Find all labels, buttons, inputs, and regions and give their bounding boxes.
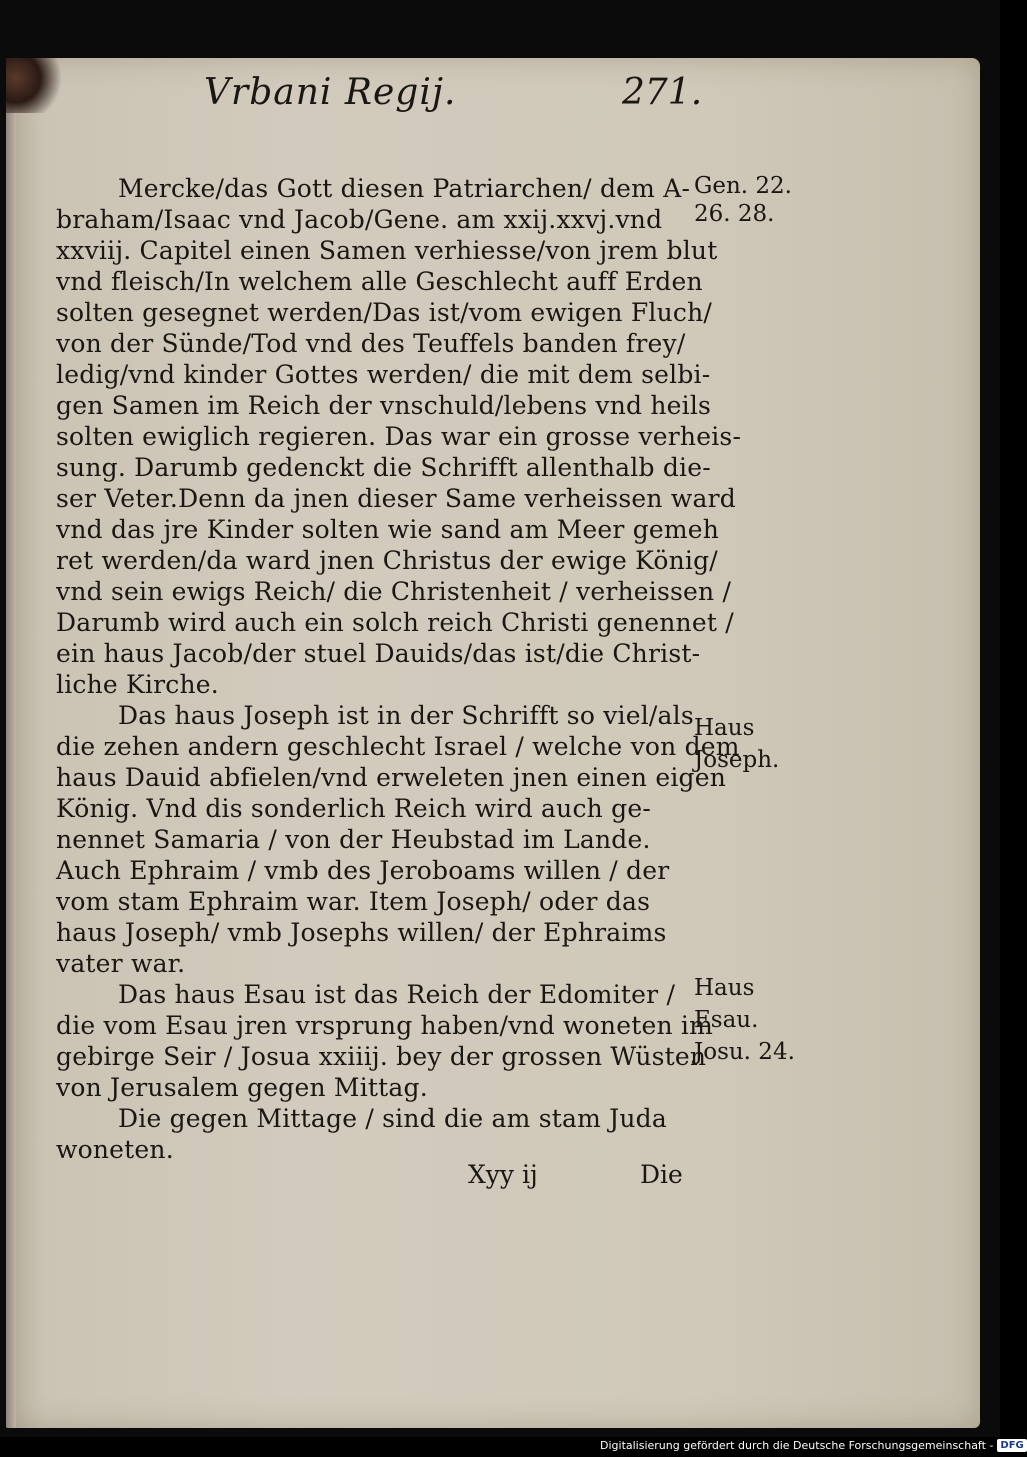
text-line: ein haus Jacob/der stuel Dauids/das ist/die Christ- — [56, 639, 701, 668]
margin-note: Josu. 24. — [694, 1039, 795, 1065]
margin-note: Joseph. — [694, 747, 780, 773]
dfg-logo: DFG — [997, 1439, 1026, 1452]
text-line: haus Dauid abfielen/vnd erweleten jnen einen eigen — [56, 763, 727, 792]
credit-text: Digitalisierung gefördert durch die Deutsche Forschungsgemeinschaft - — [600, 1438, 994, 1452]
margin-note: Esau. — [694, 1007, 759, 1033]
text-line: ser Veter.Denn da jnen dieser Same verheissen ward — [56, 484, 736, 513]
page-stain — [6, 58, 66, 113]
text-line: vnd das jre Kinder solten wie sand am Meer gemeh — [56, 515, 720, 544]
text-line: vnd fleisch/In welchem alle Geschlecht auff Erden — [56, 267, 703, 296]
text-line: die zehen andern geschlecht Israel / welche von dem — [56, 732, 740, 761]
running-title: Vrbani Regij. — [204, 72, 457, 113]
text-line: vom stam Ephraim war. Item Joseph/ oder das — [56, 887, 651, 916]
text-line: ledig/vnd kinder Gottes werden/ die mit dem selbi- — [56, 360, 711, 389]
margin-note: 26. 28. — [694, 201, 775, 227]
text-line: solten gesegnet werden/Das ist/vom ewigen Fluch/ — [56, 298, 712, 327]
page-header — [156, 68, 703, 118]
text-line: gen Samen im Reich der vnschuld/lebens vnd heils — [56, 391, 712, 420]
text-line: Darumb wird auch ein solch reich Christi genennet / — [56, 608, 734, 637]
text-line: braham/Isaac vnd Jacob/Gene. am xxij.xxvj.vnd — [56, 205, 663, 234]
margin-note: Gen. 22. — [694, 173, 792, 199]
text-line: vnd sein ewigs Reich/ die Christenheit / verheissen / — [56, 577, 732, 606]
text-line: sung. Darumb gedenckt die Schrifft allenthalb die- — [56, 453, 711, 482]
page-number: 271. — [622, 72, 703, 113]
text-line: Das haus Esau ist das Reich der Edomiter / — [118, 980, 676, 1009]
text-line: Das haus Joseph ist in der Schrifft so viel/als — [118, 701, 694, 730]
text-line: solten ewiglich regieren. Das war ein grosse verheis- — [56, 422, 742, 451]
text-line: König. Vnd dis sonderlich Reich wird auch ge- — [56, 794, 651, 823]
text-line: nennet Samaria / von der Heubstad im Lande. — [56, 825, 651, 854]
text-line: von der Sünde/Tod vnd des Teuffels banden frey/ — [56, 329, 686, 358]
text-line: die vom Esau jren vrsprung haben/vnd woneten im — [56, 1011, 713, 1040]
page-gutter-edge — [6, 58, 16, 1428]
signature-mark: Xyy ij — [468, 1160, 538, 1189]
catchword: Die — [640, 1160, 683, 1189]
text-line: liche Kirche. — [56, 670, 219, 699]
text-line: haus Joseph/ vmb Josephs willen/ der Ephraims — [56, 918, 667, 947]
text-line: vater war. — [56, 949, 186, 978]
digitization-credit — [600, 1436, 1027, 1454]
text-line: ret werden/da ward jnen Christus der ewige König/ — [56, 546, 718, 575]
text-line: gebirge Seir / Josua xxiiij. bey der grossen Wüsten — [56, 1042, 707, 1071]
margin-note: Haus — [694, 975, 755, 1001]
text-line: Die gegen Mittage / sind die am stam Juda — [118, 1104, 667, 1133]
text-line: xxviij. Capitel einen Samen verhiesse/von jrem blut — [56, 236, 718, 265]
text-line: woneten. — [56, 1135, 174, 1164]
text-line: von Jerusalem gegen Mittag. — [56, 1073, 428, 1102]
text-line: Mercke/das Gott diesen Patriarchen/ dem A- — [118, 174, 691, 203]
text-line: Auch Ephraim / vmb des Jeroboams willen / der — [56, 856, 670, 885]
margin-note: Haus — [694, 715, 755, 741]
